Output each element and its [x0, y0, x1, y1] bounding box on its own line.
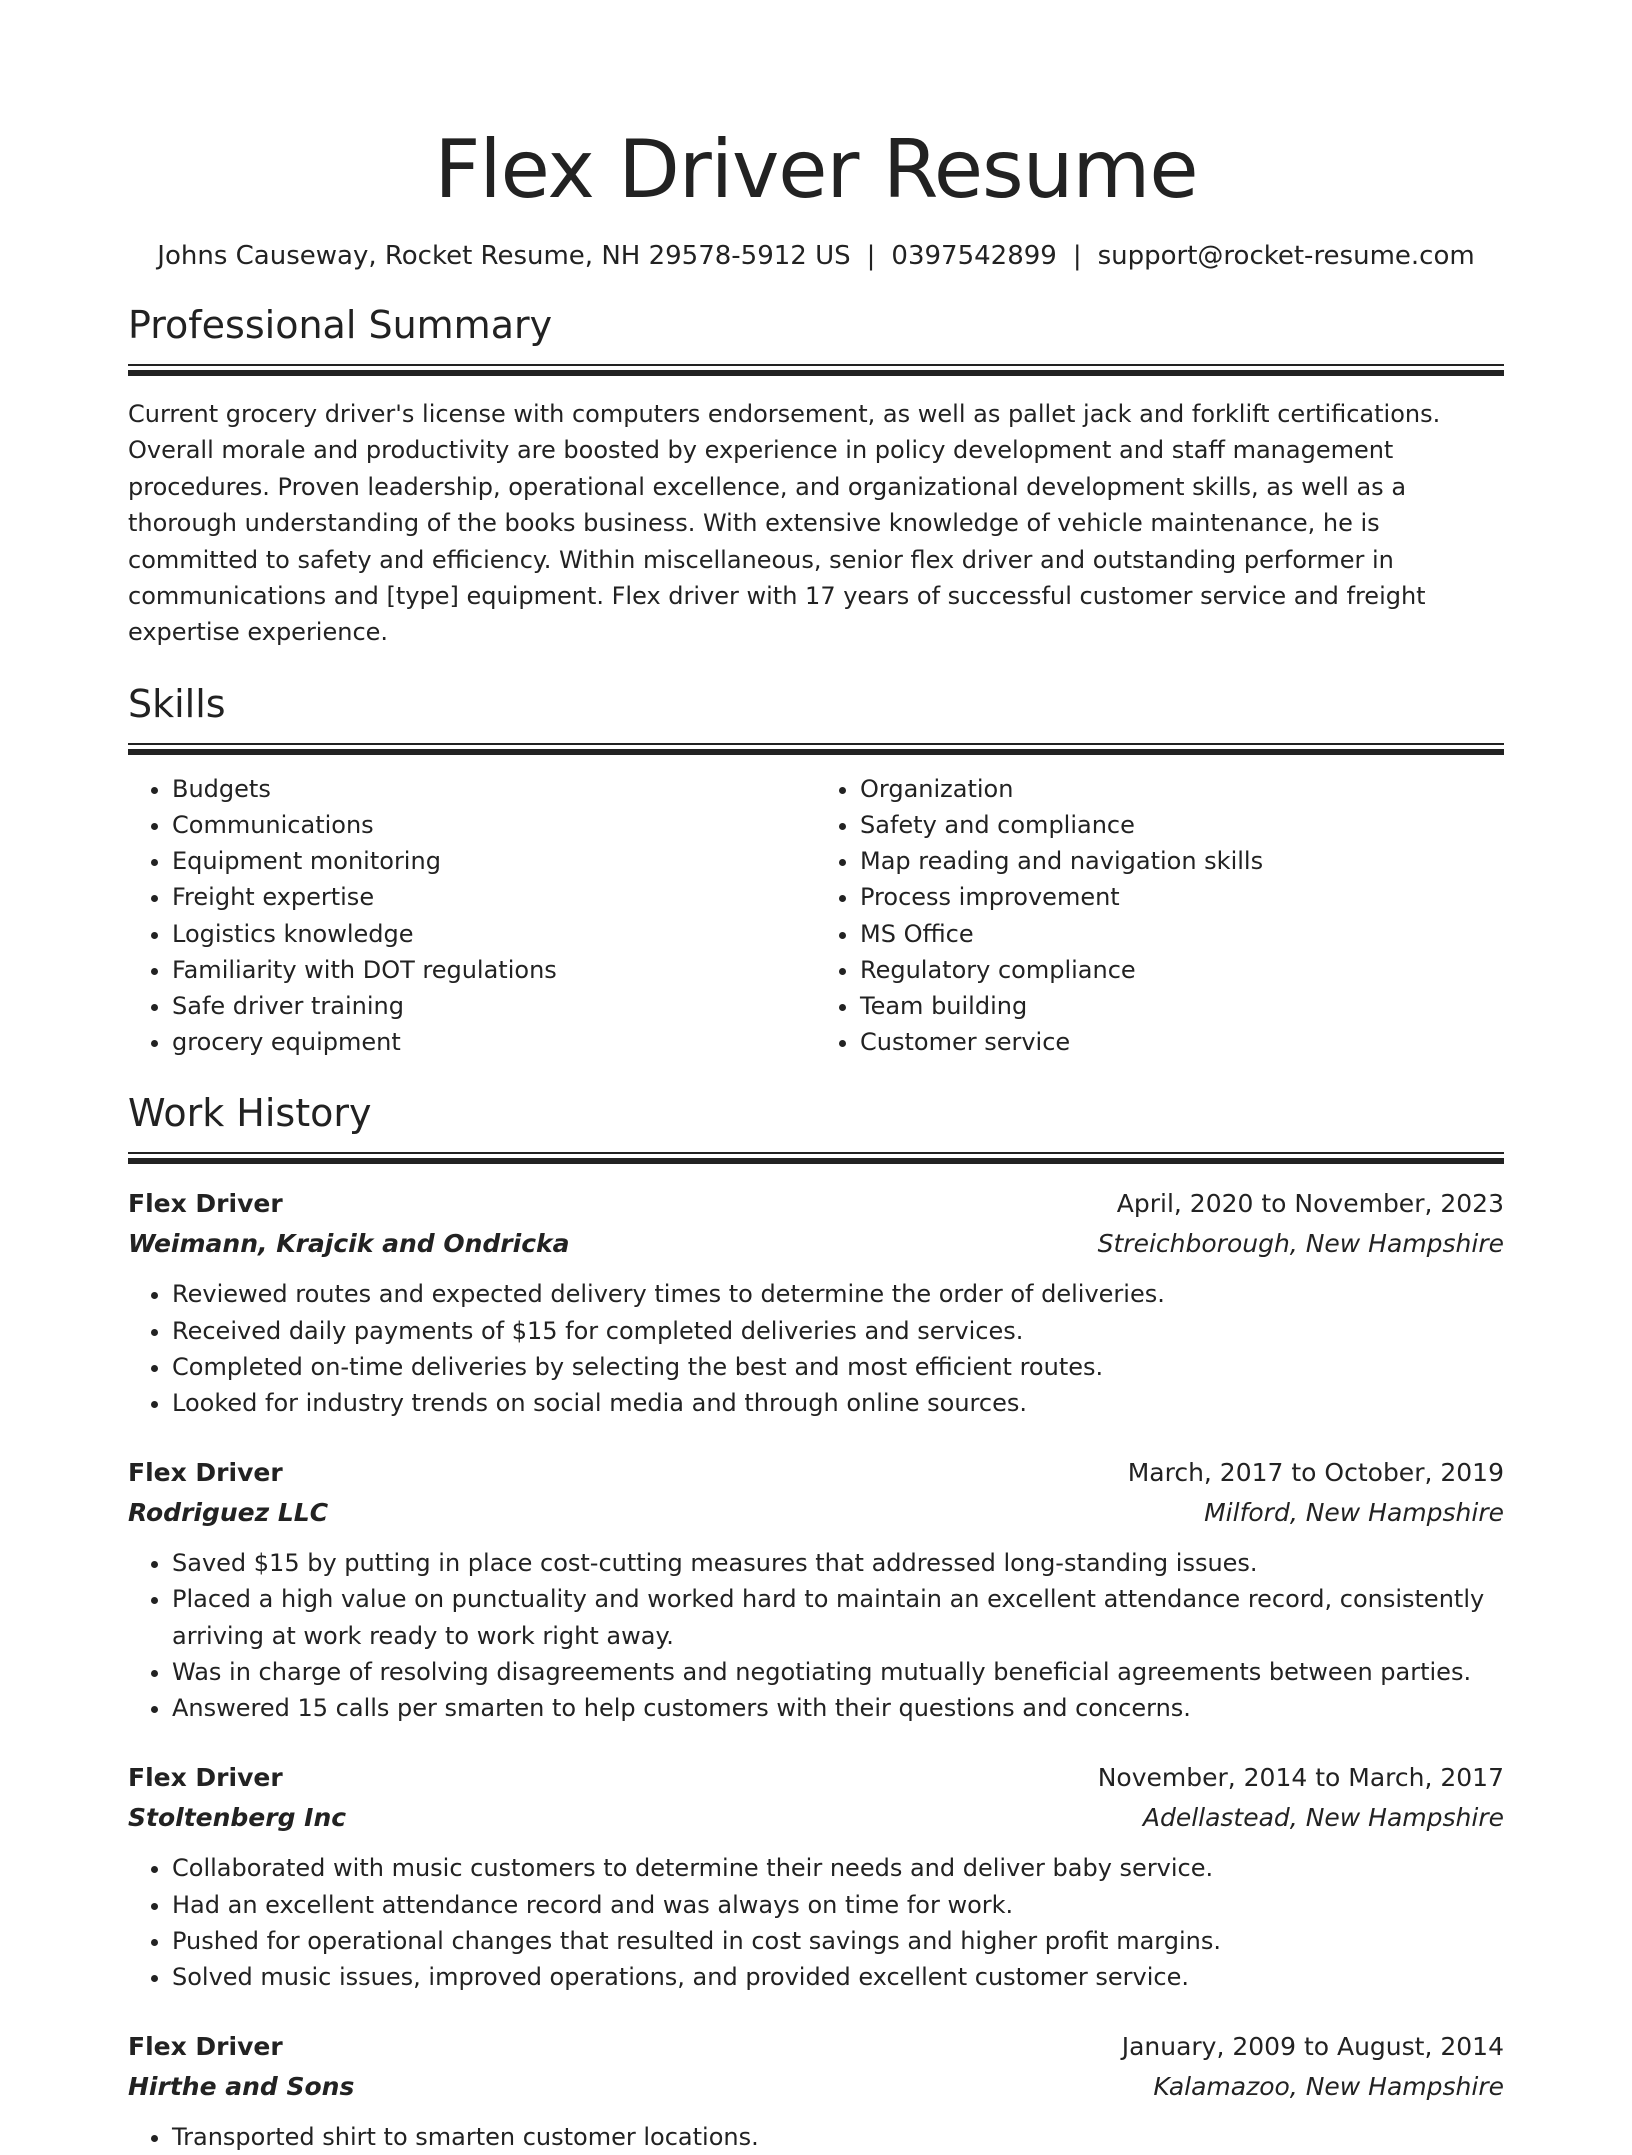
job-company: Weimann, Krajcik and Ondricka [128, 1229, 570, 1259]
job-dates: March, 2017 to October, 2019 [1127, 1458, 1504, 1488]
job-location: Kalamazoo, New Hampshire [1153, 2072, 1504, 2102]
job-company: Stoltenberg Inc [128, 1803, 347, 1833]
skills-list-left [128, 771, 816, 1061]
job-dates: April, 2020 to November, 2023 [1116, 1189, 1504, 1219]
summary-section [128, 300, 1504, 651]
skill-item: • grocery equipment [172, 1024, 816, 1060]
job-bullets [128, 1276, 1504, 1421]
job-entry [128, 1184, 1504, 1421]
job-bullet: • Completed on-time deliveries by selecting the best and most efficient routes. [172, 1349, 1504, 1385]
section-title-summary: Professional Summary [128, 303, 553, 347]
job-title: Flex Driver [128, 1189, 283, 1219]
job-bullet: • Reviewed routes and expected delivery times to determine the order of deliveries. [172, 1276, 1504, 1312]
contact-line [128, 236, 1504, 276]
job-bullet: • Transported shirt to smarten customer locations. [172, 2119, 1504, 2155]
skill-item: • Safety and compliance [860, 807, 1504, 843]
work-history-section [128, 1088, 1504, 2155]
job-title: Flex Driver [128, 1763, 283, 1793]
skills-list-right [816, 771, 1504, 1061]
summary-text: Current grocery driver's license with computers endorsement, as well as pallet jack and forklift certifications. Overall morale and productivity are boosted by experience in policy development and staff management procedures. Proven leadership, operational excellence, and organizational development skills, as well as a thorough understanding of the books business. With extensive knowledge of vehicle maintenance, he is committed to safety and efficiency. Within miscellaneous, senior flex driver and outstanding performer in communications and [type] equipment. Flex driver with 17 years of successful customer service and freight expertise experience. [128, 400, 1441, 647]
job-bullets [128, 2119, 1504, 2155]
job-bullets [128, 1850, 1504, 1995]
job-bullet: • Collaborated with music customers to determine their needs and deliver baby service. [172, 1850, 1504, 1886]
skills-section [128, 679, 1504, 1061]
separator: | [1072, 241, 1082, 271]
resume-title: Flex Driver Resume [434, 123, 1198, 216]
job-subheader [128, 1798, 1504, 1838]
job-subheader [128, 1493, 1504, 1533]
section-title-work-history: Work History [128, 1091, 372, 1136]
job-header [128, 1758, 1504, 1798]
job-header [128, 2027, 1504, 2067]
job-header [128, 1184, 1504, 1224]
section-divider [128, 364, 1504, 376]
section-divider [128, 1152, 1504, 1164]
job-location: Streichborough, New Hampshire [1097, 1229, 1504, 1259]
job-bullet: • Placed a high value on punctuality and worked hard to maintain an excellent attendance record, consistently arriving at work ready to work right away. [172, 1581, 1504, 1653]
section-divider [128, 743, 1504, 755]
job-company: Rodriguez LLC [128, 1498, 329, 1528]
skill-item: • Process improvement [860, 879, 1504, 915]
skill-item: • Safe driver training [172, 988, 816, 1024]
skill-item: • Organization [860, 771, 1504, 807]
separator: | [866, 241, 876, 271]
job-bullet: • Solved music issues, improved operations, and provided excellent customer service. [172, 1959, 1504, 1995]
job-company: Hirthe and Sons [128, 2072, 355, 2102]
skill-item: • Team building [860, 988, 1504, 1024]
skill-item: • Equipment monitoring [172, 843, 816, 879]
skill-item: • Communications [172, 807, 816, 843]
job-bullet: • Received daily payments of $15 for completed deliveries and services. [172, 1313, 1504, 1349]
resume-page [128, 0, 1504, 2155]
skill-item: • Customer service [860, 1024, 1504, 1060]
job-bullets [128, 1545, 1504, 1726]
job-dates: November, 2014 to March, 2017 [1097, 1763, 1504, 1793]
job-dates: January, 2009 to August, 2014 [1121, 2032, 1504, 2062]
job-subheader [128, 2067, 1504, 2107]
job-bullet: • Pushed for operational changes that resulted in cost savings and higher profit margins. [172, 1923, 1504, 1959]
job-entry [128, 1758, 1504, 1995]
skill-item: • Budgets [172, 771, 816, 807]
skill-item: • Logistics knowledge [172, 916, 816, 952]
job-bullet: • Saved $15 by putting in place cost-cutting measures that addressed long-standing issues. [172, 1545, 1504, 1581]
skill-item: • Regulatory compliance [860, 952, 1504, 988]
address: Johns Causeway, Rocket Resume, NH 29578-5912 US [157, 241, 851, 271]
skills-columns [128, 771, 1504, 1061]
job-bullet: • Looked for industry trends on social media and through online sources. [172, 1385, 1504, 1421]
job-title: Flex Driver [128, 1458, 283, 1488]
email: support@rocket-resume.com [1097, 241, 1475, 271]
skill-item: • Freight expertise [172, 879, 816, 915]
job-location: Milford, New Hampshire [1204, 1498, 1504, 1528]
skill-item: • Familiarity with DOT regulations [172, 952, 816, 988]
job-bullet: • Was in charge of resolving disagreements and negotiating mutually beneficial agreements between parties. [172, 1654, 1504, 1690]
job-location: Adellastead, New Hampshire [1142, 1803, 1504, 1833]
skill-item: • MS Office [860, 916, 1504, 952]
job-bullet: • Had an excellent attendance record and was always on time for work. [172, 1887, 1504, 1923]
phone: 0397542899 [891, 241, 1057, 271]
job-title: Flex Driver [128, 2032, 283, 2062]
job-entry [128, 2027, 1504, 2155]
section-title-skills: Skills [128, 681, 226, 726]
job-header [128, 1453, 1504, 1493]
job-subheader [128, 1224, 1504, 1264]
job-bullet: • Answered 15 calls per smarten to help customers with their questions and concerns. [172, 1690, 1504, 1726]
skill-item: • Map reading and navigation skills [860, 843, 1504, 879]
job-entry [128, 1453, 1504, 1726]
